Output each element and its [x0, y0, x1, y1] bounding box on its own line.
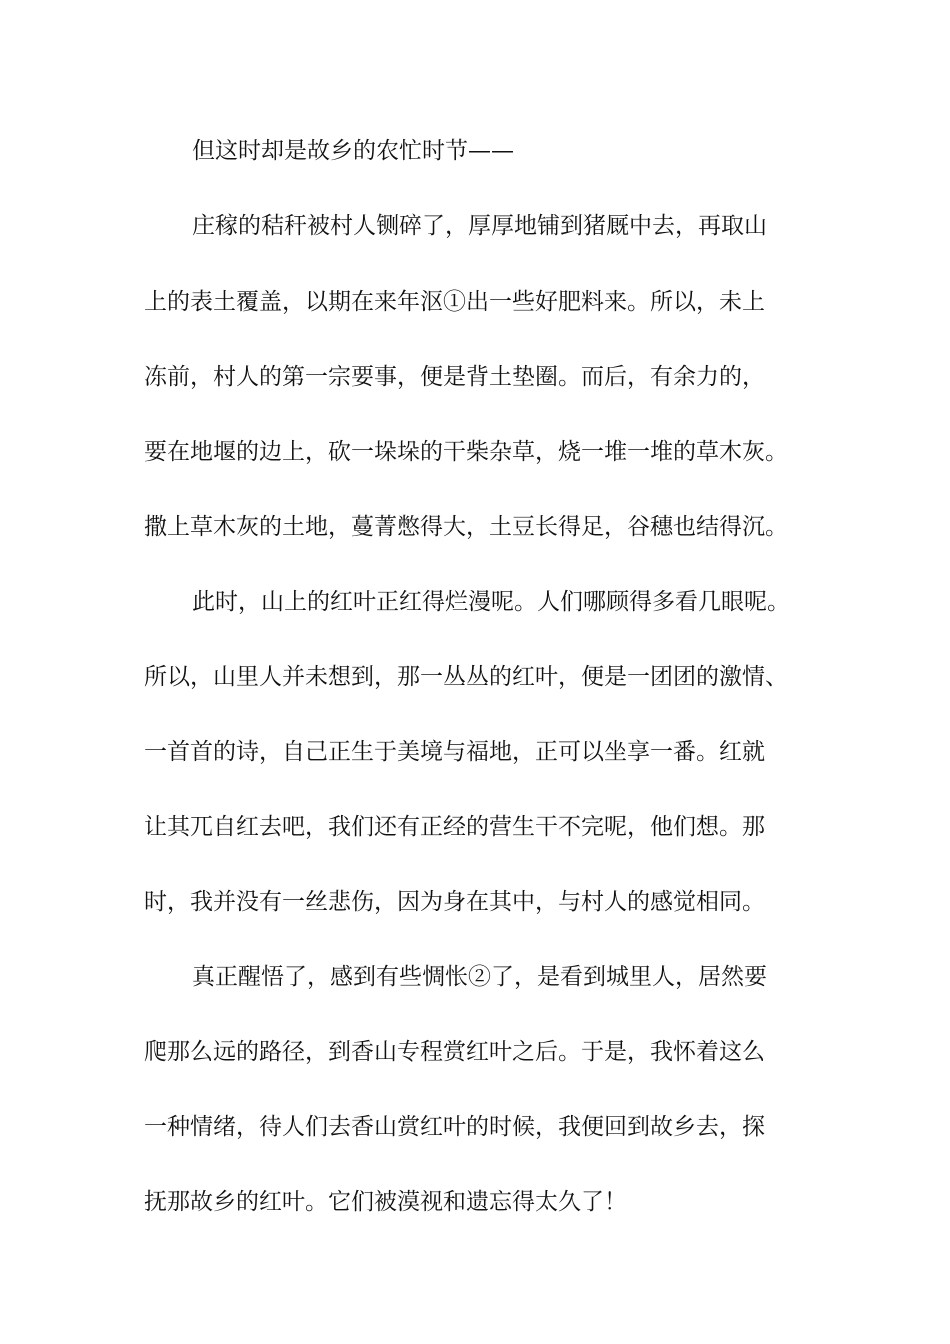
paragraph-line: 一首首的诗，自己正生于美境与福地，正可以坐享一番。红就 [144, 739, 765, 765]
paragraph-line: 但这时却是故乡的农忙时节—— [192, 138, 514, 164]
paragraph-line: 上的表土覆盖，以期在来年沤①出一些好肥料来。所以，未上 [144, 289, 765, 315]
paragraph-line: 撒上草木灰的土地，蔓菁憋得大，土豆长得足，谷穗也结得沉。 [144, 514, 788, 540]
paragraph-line: 让其兀自红去吧，我们还有正经的营生干不完呢，他们想。那 [144, 814, 765, 840]
paragraph-line: 此时，山上的红叶正红得烂漫呢。人们哪顾得多看几眼呢。 [192, 589, 790, 615]
paragraph-line: 所以，山里人并未想到，那一丛丛的红叶，便是一团团的激情、 [144, 664, 788, 690]
paragraph-line: 爬那么远的路径，到香山专程赏红叶之后。于是，我怀着这么 [144, 1039, 765, 1065]
paragraph-line: 冻前，村人的第一宗要事，便是背土垫圈。而后，有余力的， [144, 364, 765, 390]
paragraph-line: 一种情绪，待人们去香山赏红叶的时候，我便回到故乡去，探 [144, 1114, 765, 1140]
paragraph-line: 真正醒悟了，感到有些惆怅②了，是看到城里人，居然要 [192, 964, 767, 990]
paragraph-line: 要在地堰的边上，砍一垛垛的干柴杂草，烧一堆一堆的草木灰。 [144, 439, 788, 465]
paragraph-line: 庄稼的秸秆被村人铡碎了，厚厚地铺到猪厩中去，再取山 [192, 213, 767, 239]
paragraph-line: 时，我并没有一丝悲伤，因为身在其中，与村人的感觉相同。 [144, 889, 765, 915]
paragraph-line: 抚那故乡的红叶。它们被漠视和遗忘得太久了！ [144, 1189, 627, 1215]
